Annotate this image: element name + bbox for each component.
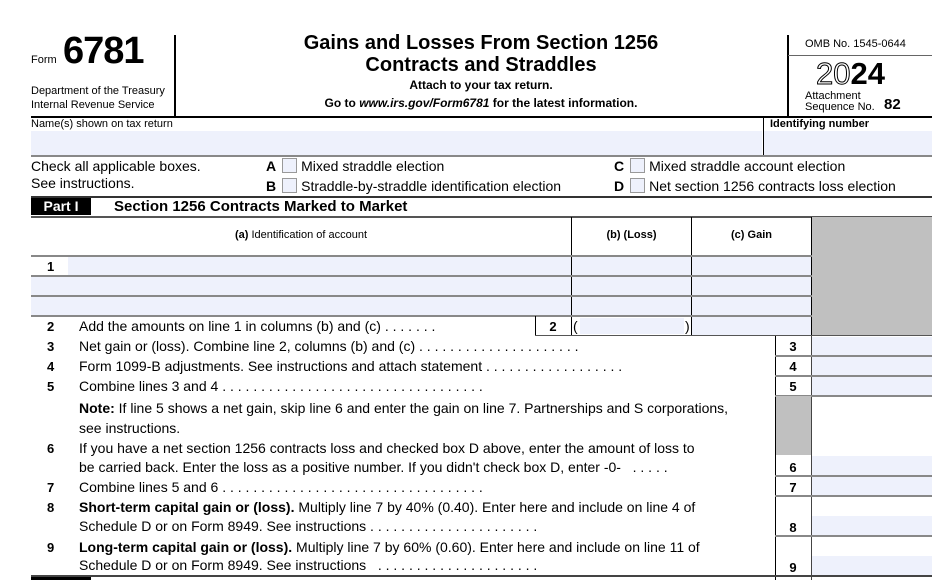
shaded-box bbox=[776, 396, 811, 455]
line6-box: 6 bbox=[789, 460, 797, 475]
line2-text: Add the amounts on line 1 in columns (b) and (c) . . . . . . . bbox=[79, 318, 436, 334]
line8-input[interactable] bbox=[812, 516, 932, 535]
line4-box: 4 bbox=[789, 359, 797, 374]
line1-gain-1[interactable] bbox=[692, 257, 811, 275]
identifying-number-input[interactable] bbox=[764, 131, 932, 155]
line7-text: Combine lines 5 and 6 . . . . . . . . . . . . . . . . . . . . . . . . . . . . . . . . . . bbox=[79, 479, 483, 495]
line9-box: 9 bbox=[789, 560, 797, 575]
line5-box: 5 bbox=[789, 379, 797, 394]
line8-text-1: Short-term capital gain or (loss). Multiply line 7 by 40% (0.40). Enter here and include on line 4 of bbox=[79, 499, 696, 515]
line3-box: 3 bbox=[789, 339, 797, 354]
attachment-label: Attachment bbox=[805, 90, 861, 102]
line8-number: 8 bbox=[47, 500, 55, 515]
line2-number: 2 bbox=[47, 319, 55, 334]
irs-url-link[interactable]: www.irs.gov/Form6781 bbox=[359, 96, 490, 110]
line3-text: Net gain or (loss). Combine line 2, columns (b) and (c) . . . . . . . . . . . . . . . . . . . . . bbox=[79, 338, 579, 354]
line3-number: 3 bbox=[47, 339, 55, 354]
checkbox-c[interactable] bbox=[630, 158, 645, 173]
line1-gain-2[interactable] bbox=[692, 277, 811, 295]
line6-text-2: be carried back. Enter the loss as a positive number. If you didn't check box D, enter -0- . . . . . bbox=[79, 459, 668, 475]
checkbox-intro-line2: See instructions. bbox=[31, 175, 135, 191]
line6-number: 6 bbox=[47, 441, 55, 456]
form-title-line1: Gains and Losses From Section 1256 bbox=[303, 32, 659, 54]
checkbox-c-row: C Mixed straddle account election bbox=[614, 158, 846, 174]
line3-input[interactable] bbox=[812, 337, 932, 355]
checkbox-intro-line1: Check all applicable boxes. bbox=[31, 158, 201, 174]
line2-gain-input[interactable] bbox=[692, 317, 811, 335]
line5-text: Combine lines 3 and 4 . . . . . . . . . . . . . . . . . . . . . . . . . . . . . . . . . . bbox=[79, 378, 483, 394]
col-a-header: (a) Identification of account bbox=[234, 229, 368, 241]
part1-title: Section 1256 Contracts Marked to Market bbox=[114, 198, 408, 215]
id-label: Identifying number bbox=[770, 118, 869, 130]
line7-box: 7 bbox=[789, 480, 797, 495]
line4-number: 4 bbox=[47, 359, 55, 374]
checkbox-a[interactable] bbox=[282, 158, 297, 173]
form-title-line2: Contracts and Straddles bbox=[365, 54, 597, 76]
line9-text-1: Long-term capital gain or (loss). Multiply line 7 by 60% (0.60). Enter here and include on line 11 of bbox=[79, 539, 700, 555]
checkbox-d-row: D Net section 1256 contracts loss election bbox=[614, 178, 896, 194]
line9-number: 9 bbox=[47, 540, 55, 555]
line7-number: 7 bbox=[47, 480, 55, 495]
line1-account-1[interactable] bbox=[68, 257, 571, 275]
line4-input[interactable] bbox=[812, 357, 932, 375]
sequence-number: 82 bbox=[884, 96, 901, 113]
line1-loss-3[interactable] bbox=[572, 297, 691, 315]
dept-line1: Department of the Treasury bbox=[31, 85, 165, 97]
form-number: 6781 bbox=[63, 30, 144, 72]
line6-text-1: If you have a net section 1256 contracts loss and checked box D above, enter the amount of loss to bbox=[79, 440, 695, 456]
checkbox-b[interactable] bbox=[282, 178, 297, 193]
line5-input[interactable] bbox=[812, 377, 932, 395]
line5-number: 5 bbox=[47, 379, 55, 394]
name-input[interactable] bbox=[31, 131, 762, 155]
dept-line2: Internal Revenue Service bbox=[31, 99, 155, 111]
line2-loss-input[interactable] bbox=[580, 318, 684, 334]
line1-loss-1[interactable] bbox=[572, 257, 691, 275]
shaded-area bbox=[812, 217, 932, 335]
line8-text-2: Schedule D or on Form 8949. See instructions . . . . . . . . . . . . . . . . . . . . . . bbox=[79, 518, 538, 534]
part1-badge: Part I bbox=[31, 198, 91, 215]
line1-account-2[interactable] bbox=[31, 277, 571, 295]
line2-box: 2 bbox=[549, 319, 557, 334]
line6-input[interactable] bbox=[812, 456, 932, 475]
tax-year: 2024 bbox=[816, 56, 885, 91]
line1-loss-2[interactable] bbox=[572, 277, 691, 295]
checkbox-a-row: A Mixed straddle election bbox=[266, 158, 445, 174]
line1-account-3[interactable] bbox=[31, 297, 571, 315]
name-label: Name(s) shown on tax return bbox=[31, 118, 173, 130]
line4-text: Form 1099-B adjustments. See instructions and attach statement . . . . . . . . . . . . . . . . . . bbox=[79, 358, 623, 374]
omb-number: OMB No. 1545-0644 bbox=[805, 38, 906, 50]
attach-instruction: Attach to your tax return. bbox=[409, 78, 553, 92]
checkbox-d[interactable] bbox=[630, 178, 645, 193]
goto-instruction: Go to www.irs.gov/Form6781 for the latest information. bbox=[324, 96, 638, 110]
line9-input[interactable] bbox=[812, 556, 932, 575]
col-c-header: (c) Gain bbox=[731, 229, 772, 241]
line1-number: 1 bbox=[47, 259, 55, 274]
line9-text-2: Schedule D or on Form 8949. See instructions . . . . . . . . . . . . . . . . . . . . . bbox=[79, 557, 538, 573]
line7-input[interactable] bbox=[812, 477, 932, 495]
checkbox-b-row: B Straddle-by-straddle identification election bbox=[266, 178, 562, 194]
sequence-label: Sequence No. bbox=[805, 101, 875, 113]
line5-note: Note: If line 5 shows a net gain, skip line 6 and enter the gain on line 7. Partnerships and S corporations, see instructions. bbox=[79, 400, 729, 436]
col-b-header: (b) (Loss) bbox=[606, 229, 657, 241]
line1-gain-3[interactable] bbox=[692, 297, 811, 315]
form-label: Form bbox=[31, 54, 57, 66]
line8-box: 8 bbox=[789, 520, 797, 535]
